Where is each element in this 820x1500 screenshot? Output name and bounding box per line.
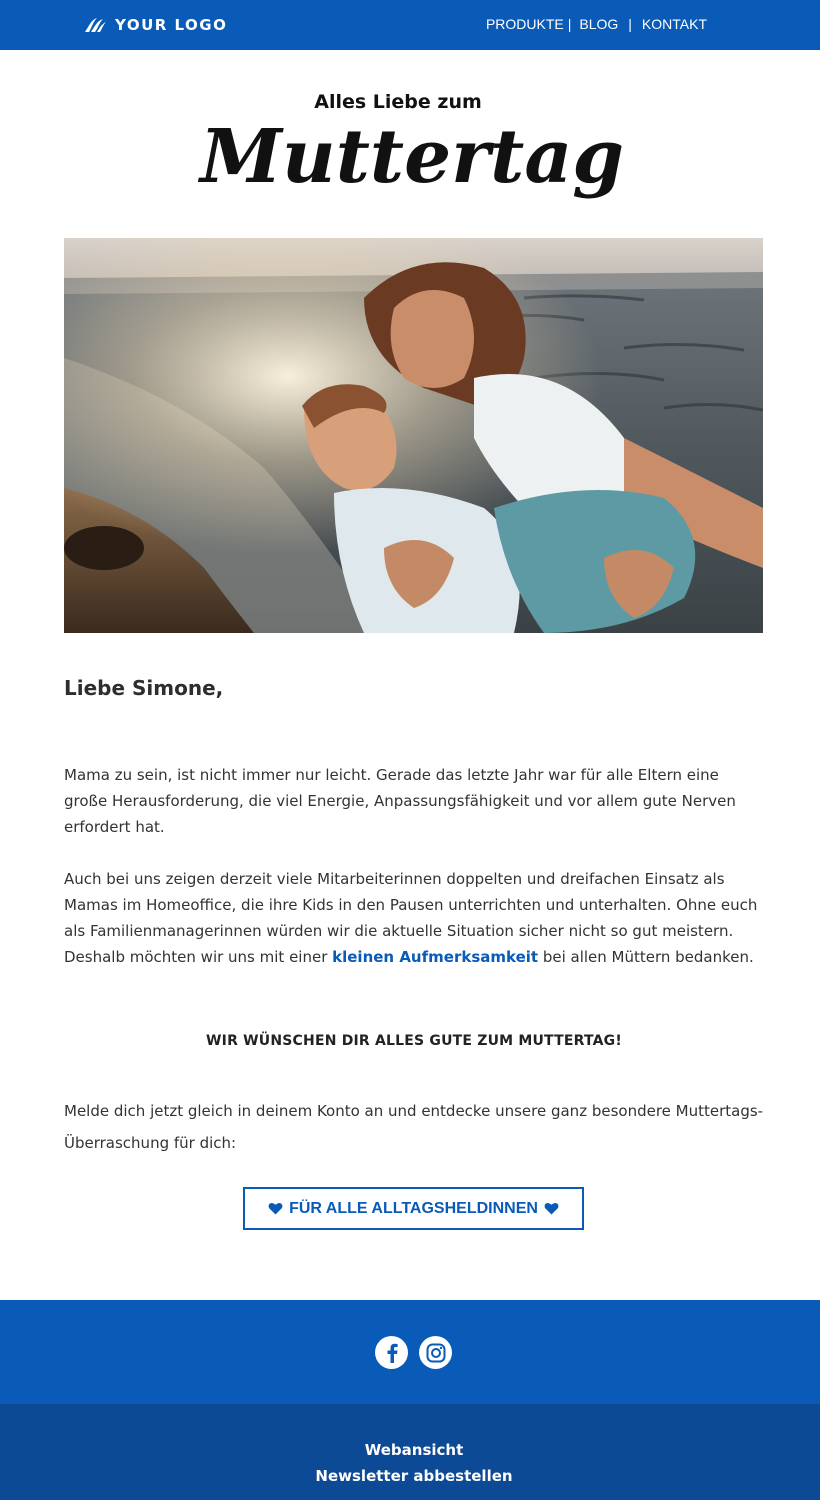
mothers-day-wish: WIR WÜNSCHEN DIR ALLES GUTE ZUM MUTTERTAG! [206,1033,622,1049]
unsubscribe-link[interactable]: Newsletter abbestellen [315,1467,513,1485]
title-lettering [0,70,820,220]
wave-logo-icon [83,16,107,34]
facebook-glyph-icon [385,1343,399,1363]
cta-label: FÜR ALLE ALLTAGSHELDINNEN [289,1199,538,1217]
small-gift-link[interactable]: kleinen Aufmerksamkeit [332,948,539,966]
nav-item-kontakt[interactable]: KONTAKT [641,16,707,32]
cta-button[interactable] [243,1187,584,1230]
social-footer [0,1300,820,1404]
login-paragraph: Melde dich jetzt gleich in deinem Konto an und entdecke unsere ganz besondere Muttertags-Überraschung für dich: [64,1102,764,1152]
heart-icon [268,1202,283,1215]
top-nav [486,16,707,32]
instagram-glyph-icon [426,1343,446,1363]
instagram-icon[interactable] [419,1336,452,1369]
nav-item-blog[interactable]: BLOG [579,16,619,32]
mother-son-beach-photo-icon [64,238,763,633]
intro-paragraph: Mama zu sein, ist nicht immer nur leicht. Gerade das letzte Jahr war für alle Eltern eine große Herausforderung, die viel Energie, Anpassungsfähigkeit und vor allem gute Nerven erfordert hat. [64,766,736,836]
logo-text: YOUR LOGO [115,16,228,34]
title-main: Muttertag [199,114,625,200]
facebook-icon[interactable] [375,1336,408,1369]
employee-paragraph [64,866,764,970]
nav-separator: | [567,16,572,32]
brand-logo[interactable] [83,14,227,36]
hero-image [64,238,763,633]
title-subtitle: Alles Liebe zum [314,91,482,113]
web-view-link[interactable]: Webansicht [364,1441,464,1459]
paragraph-text: bei allen Müttern bedanken. [538,948,754,966]
greeting-heading: Liebe Simone, [64,676,224,700]
paragraph-text: Auch bei uns zeigen derzeit viele Mitarbeiterinnen doppelten und dreifachen Einsatz als Mamas im Homeoffice, die ihre Kids in den Pausen unterrichten und unterhalten. Ohne euch als Familienmanagerinnen würden wir die aktuelle Situation sicher nicht so gut meistern. Deshalb möchten wir uns mit einer [64,870,758,966]
muttertag-title [0,70,820,220]
nav-separator: | [628,16,632,32]
header-bar [0,0,820,50]
heart-icon [544,1202,559,1215]
nav-item-produkte[interactable]: PRODUKTE [485,16,564,32]
